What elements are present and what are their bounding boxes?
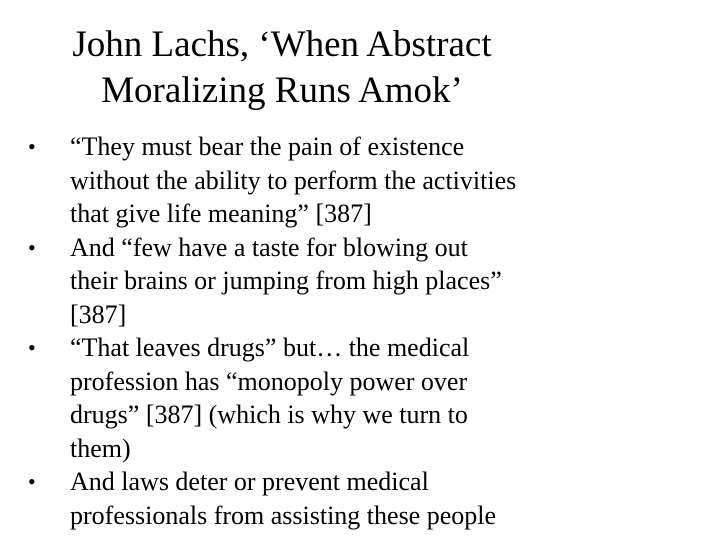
title-line: John Lachs, ‘When Abstract: [72, 24, 492, 65]
bullet-line: “That leaves drugs” but… the medical: [70, 333, 470, 362]
bullet-line: And “few have a taste for blowing out: [70, 232, 468, 262]
bullet-line: profession has “monopoly power over: [70, 366, 468, 396]
bullet-line: them): [70, 433, 131, 463]
bullet-item: [0, 130, 560, 231]
bullet-line: And laws deter or prevent medical: [70, 467, 429, 496]
bullet-line: without the ability to perform the activities: [70, 165, 517, 195]
bullet-line: “They must bear the pain of existence: [70, 132, 465, 161]
bullet-line: that give life meaning” [387]: [70, 199, 372, 228]
bullet-list: [0, 130, 720, 532]
bullet-marker: •: [28, 234, 36, 260]
bullet-marker: •: [28, 335, 36, 360]
slide-title: [0, 22, 564, 114]
title-line: Moralizing Runs Amok’: [101, 70, 463, 111]
bullet-line: their brains or jumping from high places”: [70, 266, 502, 295]
bullet-item: [0, 465, 560, 532]
bullet-marker: •: [28, 469, 36, 494]
bullet-line: drugs” [387] (which is why we turn to: [70, 400, 468, 429]
bullet-item: [0, 331, 560, 465]
bullet-line: [387]: [70, 299, 127, 329]
bullet-item: [0, 231, 560, 332]
bullet-line: professionals from assisting these people: [70, 500, 497, 530]
bullet-marker: •: [28, 134, 36, 159]
